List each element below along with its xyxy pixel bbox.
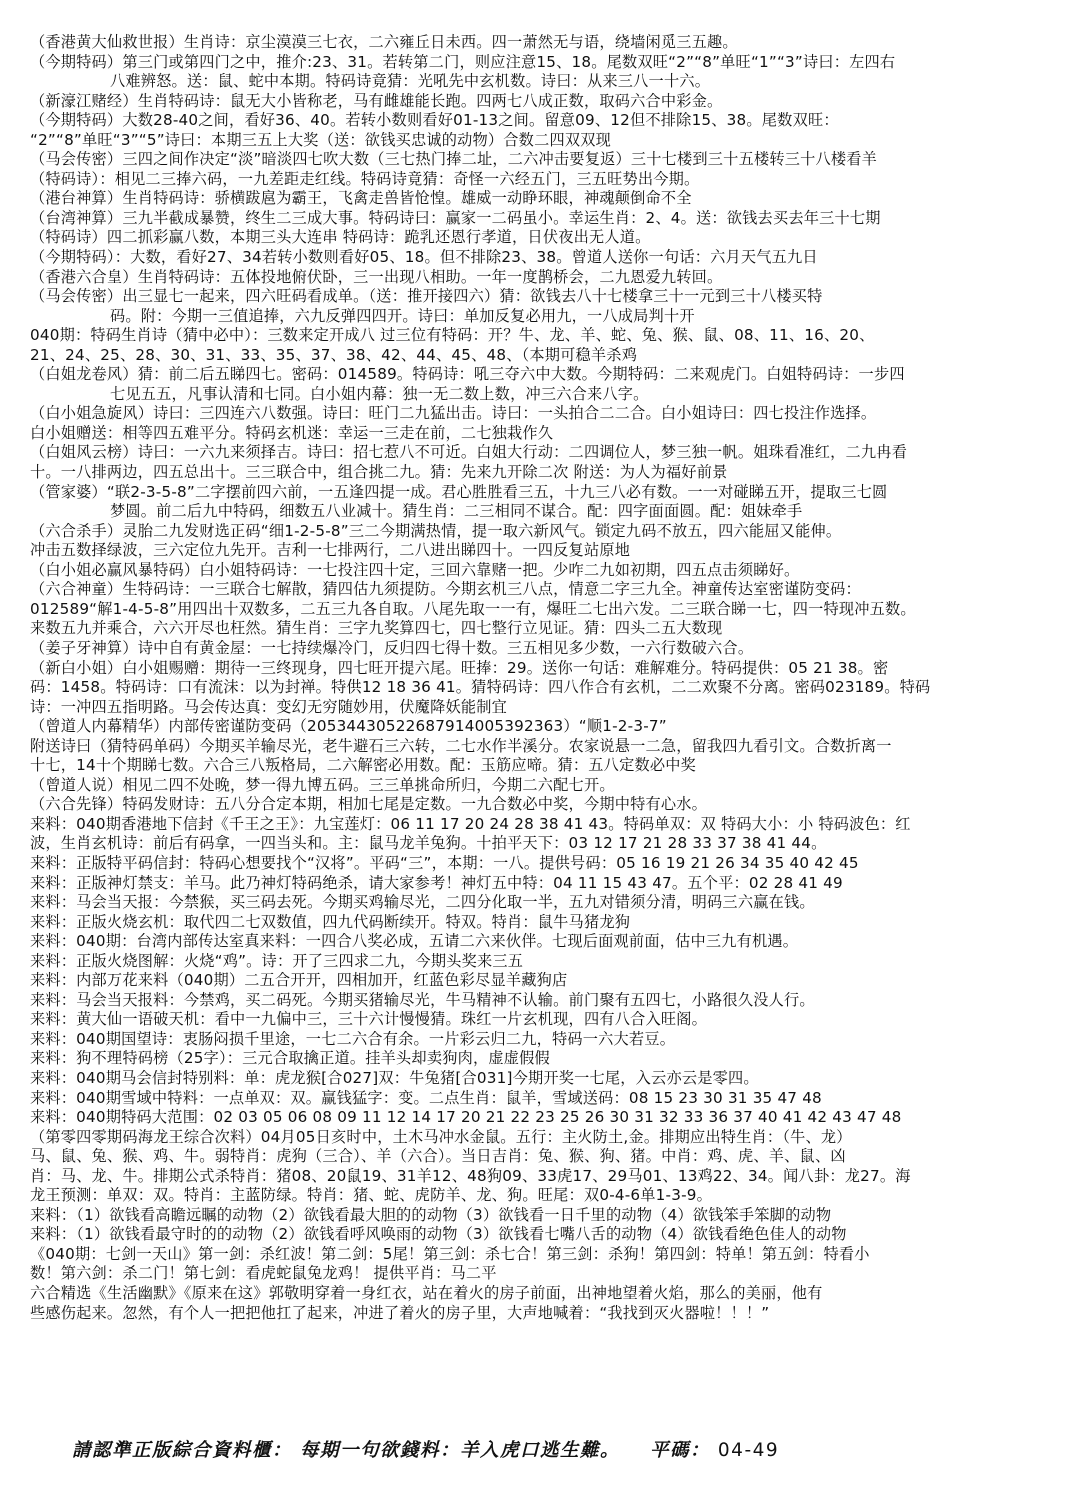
text-line: 来料：内部万花来料（040期）二五合开开，四相加开，红蓝色彩尽显羊藏狗店	[30, 971, 568, 990]
footer-label: 平碼：	[649, 1440, 710, 1461]
text-line: （管家婆）“联2-3-5-8”二字摆前四六前，一五逢四提一成。君心胜胜看三五，十九三八必有数。一一对碰睇五开，提取三七圆	[30, 482, 888, 501]
text-line: （六合神童）生特码诗：一三联合七解散，猜四估九须提防。今期玄机三八点，情意二字三九全。神童传达室密谨防变码：	[30, 580, 861, 599]
text-line: 诗：一冲四五指明路。马会传达真：变幻无穷随妙用，伏魔降妖能制宜	[30, 697, 508, 716]
text-line: 码。附：今期一三值追捧，六九反弹四四开。诗曰：单加反复必用九，一八成局判十开	[110, 306, 695, 325]
text-line: 来料：黄大仙一语破天机：看中一九偏中三，三十六计慢慢猜。珠红一片玄机现，四有八合入旺阁。	[30, 1010, 708, 1029]
text-line: 来料：040期特码大范围：02 03 05 06 08 09 11 12 14 17 20 21 22 23 25 26 30 31 32 33 36 37 40 41 42 43 47 48	[30, 1108, 902, 1127]
text-line: 来料：正版特平码信封：特码心想要找个“汉将”。平码“三”，本期：一八。提供号码：05 16 19 21 26 34 35 40 42 45	[30, 853, 859, 872]
text-line: 八难辨怒。送：鼠、蛇中本期。特码诗竟猜：光吼先中玄机数。诗曰：从来三八一十六。	[110, 72, 711, 91]
text-line: （六合杀手）灵胎二九发财选正码“细1-2-5-8”三二今期满热情，提一取六新风气。锁定九码不放五，四六能屈又能伸。	[30, 521, 842, 540]
text-line: （特码诗）：相见二三捧六码，一九差距走红线。特码诗竟猜：奇怪一六经五门，三五旺势出今期。	[30, 169, 700, 188]
text-line: （曾道人说）相见二四不处晚，梦一得九博五码。三三单挑命所归，今期二六配七开。	[30, 775, 615, 794]
text-line: （新濠江赌经）生肖特码诗：鼠无大小皆称老，马有雌雄能长跑。四两七八成正数，取码六合中彩金。	[30, 91, 723, 110]
footer-brand-text: 請認準正版綜合資料櫃：	[72, 1440, 293, 1461]
text-line: 冲击五数择绿波，三六定位九先开。吉利一七排两行，二八进出睇四十。一四反复站原地	[30, 541, 631, 560]
text-line: （特码诗）四二抓彩赢八数，本期三头大连串 特码诗：跪乳还恩行孝道，日伏夜出无人道。	[30, 228, 651, 247]
text-line: （今期特码）：大数，看好27、34若转小数则看好05、18。但不排除23、38。曾道人送你一句话：六月天气五九日	[30, 248, 818, 267]
text-line: 十七，14十个期睇七数。六合三八叛格局，二六解密必用数。配：玉筋应啼。猜：五八定数必中奖	[30, 756, 697, 775]
text-line: 来数五九并乘合，六六开尽也枉然。猜生肖：三字九奖算四七，四七整行立见证。猜：四头二五大数现	[30, 619, 723, 638]
text-line: 十。一八排两边，四五总出十。三三联合中，组合挑二九。猜：先来九开除二次 附送：为人为福好前景	[30, 463, 728, 482]
footer-code: 04-49	[717, 1440, 780, 1461]
text-line: 来料：040期：台湾内部传达室真来料：一四合八奖必成，五请二六来伙伴。七现后面观前面，估中三九有机遇。	[30, 932, 799, 951]
text-line: 白小姐赠送：相等四五难平分。特码玄机迷：幸运一三走在前，二七独栽作久	[30, 423, 554, 442]
text-line: 数！第六剑：杀二门！第七剑：看虎蛇鼠兔龙鸡！ 提供平肖：马二平	[30, 1264, 497, 1283]
text-line: 《040期：七剑一天山》第一剑：杀红波！第二剑：5尾！第三剑：杀七合！第三剑：杀狗！第四剑：特单！第五剑：特看小	[30, 1244, 870, 1263]
footer-banner	[72, 1436, 1032, 1462]
text-line: 六合精选《生活幽默》《原来在这》郭敬明穿着一身红衣，站在着火的房子前面，出神地望着火焰，那么的美丽，他有	[30, 1284, 823, 1302]
text-line: 来料：正版火烧玄机：取代四二七双数值，四九代码断续开。特双。特肖：鼠牛马猪龙狗	[30, 912, 631, 931]
text-line: 来料：马会当天报料：今禁鸡，买二码死。今期买猪输尽光，牛马精神不认输。前门聚有五四七，小路很久没人行。	[30, 990, 815, 1009]
text-line: （白姐龙卷风）猜：前二后五睇四七。密码：014589。特码诗：吼三夺六中大数。今期特码：二来观虎门。白姐特码诗：一步四	[30, 365, 905, 384]
text-line: （港台神算）生肖特码诗：骄横跋扈为霸王，飞禽走兽皆怆惶。雄威一动睁环眼，神魂颠倒命不全	[30, 189, 692, 208]
text-line: （马会传密）三四之间作决定“淡”暗淡四七吹大数（三七热门捧二址，二六冲击要复返）三十七楼到三十五楼转三十八楼看羊	[30, 150, 878, 169]
text-line: （第零四零期码海龙王综合次料）04月05日亥时中，土木马冲水金鼠。五行：主火防土,金。排期应出特生肖：（牛、龙）	[30, 1127, 852, 1146]
text-line: （曾道人内幕精华）内部传密谨防变码（20534430522687914005392363）“顺1-2-3-7”	[30, 717, 667, 736]
text-line: 些感伤起来。忽然，有个人一把把他扛了起来，冲进了着火的房子里，大声地喊着：“我找到灭火器啦！！！”	[30, 1303, 770, 1322]
text-line: 来料：（1）欲钱看最守时的的动物（2）欲钱看呼风唤雨的动物（3）欲钱看七嘴八舌的动物（4）欲钱看绝色佳人的动物	[30, 1225, 847, 1244]
text-line: （六合先锋）特码发财诗：五八分合定本期，相加七尾是定数。一九合数必中奖，今期中特有心水。	[30, 795, 708, 814]
text-line: 来料：040期雪域中特料：一点单双：双。赢钱猛字：变。二点生肖：鼠羊，雪域送码：08 15 23 30 31 35 47 48	[30, 1088, 822, 1107]
text-line: 来料：狗不理特码榜（25字）：三元合取擒正道。挂羊头却卖狗肉，虚虚假假	[30, 1049, 550, 1068]
text-line: 来料：040期马会信封特别料：单：虎龙猴[合027]双：牛兔猪[合031]今期开奖一七尾，入云亦云是零四。	[30, 1068, 759, 1087]
text-line: 来料：（1）欲钱看高瞻远瞩的动物（2）欲钱看最大胆的的动物（3）欲钱看一日千里的动物（4）欲钱笨手笨脚的动物	[30, 1205, 832, 1224]
text-line: 来料：040期香港地下信封《千王之王》：九宝莲灯：06 11 17 20 24 28 38 41 43。特码单双：双 特码大小：小 特码波色：红	[30, 814, 911, 833]
text-line: 梦圆。前二后九中特码，细数五八业减十。猜生肖：二三相同不谋合。配：四字面面圆。配：姐妹牵手	[110, 502, 803, 521]
text-line: （马会传密）出三显七一起来，四六旺码看成单。（送：推开接四六）猜：欲钱去八十七楼拿三十一元到三十八楼买特	[30, 287, 823, 306]
text-line: 波，生肖玄机诗：前后有码拿，一四当头和。主：鼠马龙羊兔狗。十拍平天下：03 12 17 21 28 33 37 38 41 44。	[30, 834, 827, 853]
text-line: 来料：正版火烧图解：火烧“鸡”。诗：开了三四求二九，今期头奖来三五	[30, 951, 524, 970]
text-line: 肖：马、龙、牛。排期公式杀特肖：猪08、20鼠19、31羊12、48狗09、33虎17、29马01、13鸡22、34。闻八卦：龙27。海	[30, 1166, 911, 1185]
text-line: 来料：正版神灯禁支：羊马。此乃神灯特码绝杀，请大家参考！神灯五中特：04 11 15 43 47。五个平：02 28 41 49	[30, 873, 843, 892]
text-line: （台湾神算）三九半截成暴赞，终生二三成大事。特码诗曰：赢家一二码虽小。幸运生肖：2、4。送：欲钱去买去年三十七期	[30, 208, 881, 227]
footer-brand-text: 每期一句欲錢料：羊入虎口逃生難。	[299, 1440, 620, 1461]
text-line: 来料：马会当天报：今禁猴，买三码去死。今期买鸡输尽光，二四分化取一半，五九对错须分清，明码三六赢在钱。	[30, 893, 815, 912]
text-line: （白小姐必赢风暴特码）白小姐特码诗：一七投注四十定，三回六靠赌一把。少咋二九如初期，四五点击须睇好。	[30, 560, 800, 579]
text-line: 七见五五，凡事认清和七同。白小姐内幕：独一无二数上数，冲三六合来八字。	[110, 384, 649, 403]
text-line: 龙王预测：单双：双。特肖：主蓝防绿。特肖：猪、蛇、虎防羊、龙、狗。旺尾：双0-4-6单1-3-9。	[30, 1186, 713, 1205]
text-line: 21、24、25、28、30、31、33、35、37、38、42、44、45、48、（本期可稳羊杀鸡	[30, 345, 638, 364]
text-line: 012589“解1-4-5-8”用四出十双数多，二五三九各自取。八尾先取一一有，爆旺二七出六发。二三联合睇一七，四一特现冲五数。	[30, 599, 916, 618]
text-line: （今期特码）大数28-40之间，看好36、40。若转小数则看好01-13之间。留意09、12但不排除15、38。尾数双旺：	[30, 111, 839, 130]
text-line: 040期：特码生肖诗（猜中必中）：三数来定开成八 过三位有特码：开？牛、龙、羊、蛇、兔、猴、鼠、08、11、16、20、	[30, 326, 875, 345]
text-line: （姜子牙神算）诗中自有黄金屋：一七持续爆冷门，反归四七得十数。三五相见多少数，一六行数破六合。	[30, 638, 754, 657]
text-line: （今期特码）第三门或第四门之中，推介:23、31。若转第二门，则应注意15、18。尾数双旺“2”“8”单旺“1”“3”诗曰：左四右	[30, 52, 896, 71]
document-body	[30, 33, 1040, 1323]
text-line: （白小姐急旋风）诗曰：三四连六八数强。诗曰：旺门二九猛出击。诗曰：一头拍合二二合。白小姐诗曰：四七投注作选择。	[30, 404, 877, 423]
text-line: 来料：040期国望诗：衷肠闷损千里途，一七二六合有余。一片彩云归二九，特码一六大若豆。	[30, 1029, 676, 1048]
text-line: （香港六合皇）生肖特码诗：五体投地俯伏卧，三一出现八相助。一年一度鹊桥会，二九恩爱九转回。	[30, 267, 723, 286]
text-line: 码：1458。特码诗：口有流沫：以为封禅。特供12 18 36 41。猜特码诗：四八作合有玄机，二二欢聚不分离。密码023189。特码	[30, 678, 931, 697]
text-line: （新白小姐）白小姐赐赠：期待一三终现身，四七旺开提六尾。旺捧：29。送你一句话：难解难分。特码提供：05 21 38。密	[30, 658, 889, 677]
text-line: 马、鼠、兔、猴、鸡、牛。弱特肖：虎狗（三合）、羊（六合）。当日吉肖：兔、猴、狗、猪。中肖：鸡、虎、羊、鼠、凶	[30, 1147, 846, 1166]
text-line: 附送诗曰（猜特码单码）今期买羊输尽光，老牛避石三六转，二七水作半溪分。农家说悬一二急，留我四九看引文。合数折离一	[30, 736, 892, 755]
text-line: （香港黄大仙救世报）生肖诗：京尘漠漠三七衣，二六雍丘日未西。四一萧然无与语，绕墙闲觅三五趣。	[30, 33, 738, 51]
text-line: “2”“8”单旺“3”“5”诗曰：本期三五上大奖（送：欲钱买忠诚的动物）合数二四双双现	[30, 130, 612, 149]
text-line: （白姐风云榜）诗曰：一六九来须择吉。诗曰：招七惹八不可近。白姐大行动：二四调位人，梦三独一帆。姐珠看准红，二九冉看	[30, 443, 908, 462]
